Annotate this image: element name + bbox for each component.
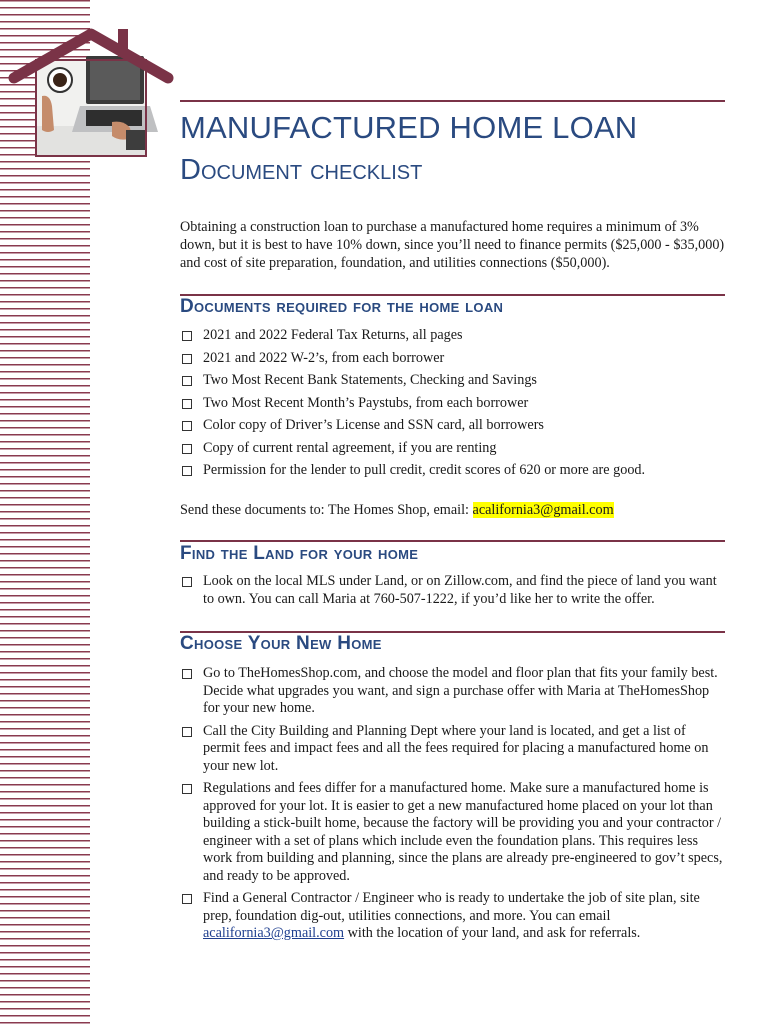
checkbox[interactable]	[182, 331, 192, 341]
checklist-item	[180, 665, 725, 718]
checklist-item-text: Copy of current rental agreement, if you are renting	[203, 439, 497, 456]
checkbox[interactable]	[182, 669, 192, 679]
top-rule	[180, 100, 725, 102]
checklist-item-text: Two Most Recent Month’s Paystubs, from each borrower	[203, 394, 529, 411]
intro-paragraph: Obtaining a construction loan to purchase a manufactured home requires a minimum of 3% down, but it is best to have 10% down, since you’ll need to finance permits ($25,000 - $35,000) and cost of site preparation, foundation, and utilities connections ($50,000).	[180, 219, 725, 271]
checkbox[interactable]	[182, 354, 192, 364]
checklist-item-text: Go to TheHomesShop.com, and choose the model and floor plan that fits your family best. Decide what upgrades you want, and sign a purchase offer with Maria at TheHomesShop for your new home.	[203, 665, 718, 716]
heading-documents: Documents required for the home loan	[180, 296, 504, 317]
page-subtitle: Document checklist	[180, 154, 423, 186]
checklist-item	[180, 327, 725, 345]
email-link[interactable]: acalifornia3@gmail.com	[203, 925, 345, 941]
checklist-item-text	[203, 890, 725, 943]
checklist-item-text: Color copy of Driver’s License and SSN card, all borrowers	[203, 417, 544, 433]
checklist-item	[180, 890, 725, 943]
checklist-item	[180, 417, 725, 435]
checkbox[interactable]	[182, 727, 192, 737]
checkbox[interactable]	[182, 444, 192, 454]
heading-land: Find the Land for your home	[180, 543, 419, 564]
checklist-item	[180, 780, 725, 885]
checklist-item	[180, 395, 725, 413]
heading-choose: Choose Your New Home	[180, 633, 382, 654]
checkbox[interactable]	[182, 376, 192, 386]
checkbox[interactable]	[182, 399, 192, 409]
send-email-address[interactable]: acalifornia3@gmail.com	[472, 502, 614, 518]
section-rule-land	[180, 540, 725, 542]
checklist-item-text: Two Most Recent Bank Statements, Checking and Savings	[203, 372, 537, 388]
checkbox[interactable]	[182, 894, 192, 904]
checklist-item-text: Look on the local MLS under Land, or on Zillow.com, and find the piece of land you want to own. You can call Maria at 760-507-1222, if you’d like her to write the offer.	[203, 573, 717, 607]
checklist-item-text-part: Find a General Contractor / Engineer who is ready to undertake the job of site plan, site prep, foundation dig-out, utilities connections, and more. You can email	[203, 890, 700, 924]
checklist-item-text: Call the City Building and Planning Dept where your land is located, and get a list of permit fees and impact fees and all the fees required for placing a manufactured home on your new lot.	[203, 722, 709, 774]
checklist-item	[180, 573, 725, 608]
checkbox[interactable]	[182, 577, 192, 587]
checklist-item-text: Regulations and fees differ for a manufactured home. Make sure a manufactured home is approved for your lot. It is easier to get a new manufactured home placed on your lot than building a stick-built home, because the factory will be providing you and your contractor / engineer with a set of plans which include even the foundation plans. This requires less work from building and planning, since the plans are already pre-engineered to gov’t specs, and ready to be approved.	[203, 780, 723, 884]
checklist-item-text: 2021 and 2022 Federal Tax Returns, all pages	[203, 327, 463, 343]
house-logo-icon	[8, 26, 174, 160]
checkbox[interactable]	[182, 784, 192, 794]
page-title: MANUFACTURED HOME LOAN	[180, 110, 638, 145]
choose-checklist	[180, 665, 725, 943]
checklist-item-text: Permission for the lender to pull credit, credit scores of 620 or more are good.	[203, 462, 646, 478]
land-checklist	[180, 573, 725, 608]
send-documents-text: Send these documents to: The Homes Shop, email:	[180, 502, 473, 518]
send-documents-line	[180, 501, 614, 519]
checklist-item-text-suffix: with the location of your land, and ask for referrals.	[344, 925, 641, 941]
checklist-item	[180, 440, 725, 458]
checkbox[interactable]	[182, 421, 192, 431]
documents-checklist	[180, 327, 725, 480]
checklist-item	[180, 462, 725, 480]
checklist-item	[180, 372, 725, 390]
checklist-item	[180, 350, 725, 368]
checkbox[interactable]	[182, 466, 192, 476]
checklist-item-text: 2021 and 2022 W-2’s, from each borrower	[203, 349, 445, 366]
checklist-item	[180, 723, 725, 776]
